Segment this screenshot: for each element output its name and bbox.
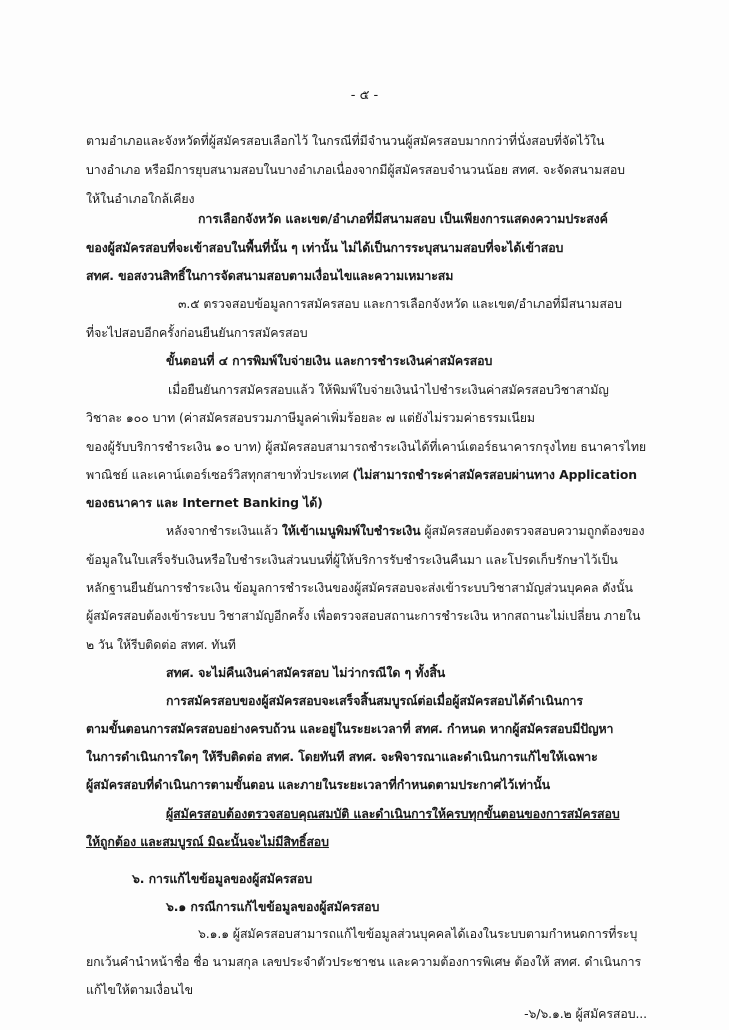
warning-line: ให้ถูกต้อง และสมบูรณ์ มิฉะนั้นจะไม่มีสิทธิ์สอบ xyxy=(86,834,329,849)
bold-span: (ไม่สามารถชำระค่าสมัครสอบผ่านทาง Application xyxy=(352,467,638,482)
paragraph-line: ยกเว้นคำนำหน้าชื่อ ชื่อ นามสกุล เลขประจำตัวประชาชน และความต้องการพิเศษ ต้องให้ สทศ. ดำเนินการ xyxy=(86,954,642,969)
paragraph-line: ๓.๕ ตรวจสอบข้อมูลการสมัครสอบ และการเลือกจังหวัด และเขต/อำเภอที่มีสนามสอบ xyxy=(178,296,622,311)
paragraph-line: ๒ วัน ให้รีบติดต่อ สทศ. ทันที xyxy=(86,637,236,652)
section-heading: ๖. การแก้ไขข้อมูลของผู้สมัครสอบ xyxy=(132,871,313,886)
text-span: หลังจากชำระเงินแล้ว xyxy=(166,523,282,538)
paragraph-line xyxy=(166,522,644,540)
paragraph-line xyxy=(86,466,637,484)
notice-line: ของผู้สมัครสอบที่จะเข้าสอบในพื้นที่นั้น ๆ เท่านั้น ไม่ได้เป็นการระบุสนามสอบที่จะได้เข้าสอบ xyxy=(86,240,564,255)
paragraph-line: ข้อมูลในใบเสร็จรับเงินหรือใบชำระเงินส่วนบนที่ผู้ให้บริการรับชำระเงินคืนมา และโปรดเก็บรักษาไว้เป็น xyxy=(86,552,618,567)
text-span: พาณิชย์ และเคาน์เตอร์เซอร์วิสทุกสาขาทั่วประเทศ xyxy=(86,467,353,482)
paragraph-line: ให้ในอำเภอใกล้เคียง xyxy=(86,191,195,206)
subsection-heading: ๖.๑ กรณีการแก้ไขข้อมูลของผู้สมัครสอบ xyxy=(166,899,380,914)
paragraph-line: เมื่อยืนยันการสมัครสอบแล้ว ให้พิมพ์ใบจ่ายเงินนำไปชำระเงินค่าสมัครสอบวิชาสามัญ xyxy=(168,382,609,397)
paragraph-line: บางอำเภอ หรือมีการยุบสนามสอบในบางอำเภอเนื่องจากมีผู้สมัครสอบจำนวนน้อย สทศ. จะจัดสนามสอบ xyxy=(86,162,625,177)
notice-line: ตามขั้นตอนการสมัครสอบอย่างครบถ้วน และอยู่ในระยะเวลาที่ สทศ. กำหนด หากผู้สมัครสอบมีปัญหา xyxy=(86,721,614,736)
paragraph-line: ของผู้รับบริการชำระเงิน ๑๐ บาท) ผู้สมัครสอบสามารถชำระเงินได้ที่เคาน์เตอร์ธนาคารกรุงไทย ธนาคารไทย xyxy=(86,439,647,454)
step-heading: ขั้นตอนที่ ๔ การพิมพ์ใบจ่ายเงิน และการชำระเงินค่าสมัครสอบ xyxy=(166,353,493,368)
notice-line: การสมัครสอบของผู้สมัครสอบจะเสร็จสิ้นสมบูรณ์ต่อเมื่อผู้สมัครสอบได้ดำเนินการ xyxy=(166,693,583,708)
paragraph-line: ผู้สมัครสอบต้องเข้าระบบ วิชาสามัญอีกครั้ง เพื่อตรวจสอบสถานะการชำระเงิน หากสถานะไม่เปลี่ยน ภายใน xyxy=(86,608,641,623)
page-number: - ๕ - xyxy=(350,88,379,103)
notice-line: การเลือกจังหวัด และเขต/อำเภอที่มีสนามสอบ เป็นเพียงการแสดงความประสงค์ xyxy=(198,211,608,226)
paragraph-line: ๖.๑.๑ ผู้สมัครสอบสามารถแก้ไขข้อมูลส่วนบุคคลได้เองในระบบตามกำหนดการที่ระบุ xyxy=(198,926,638,941)
text-span: ผู้สมัครสอบต้องตรวจสอบความถูกต้องของ xyxy=(420,523,645,538)
warning-line: ผู้สมัครสอบต้องตรวจสอบคุณสมบัติ และดำเนินการให้ครบทุกขั้นตอนของการสมัครสอบ xyxy=(166,806,620,821)
paragraph-line: หลักฐานยืนยันการชำระเงิน ข้อมูลการชำระเงินของผู้สมัครสอบจะส่งเข้าระบบวิชาสามัญส่วนบุคคล ดังนั้น xyxy=(86,580,633,595)
paragraph-line: แก้ไขให้ตามเงื่อนไข xyxy=(86,982,193,997)
paragraph-line: ที่จะไปสอบอีกครั้งก่อนยืนยันการสมัครสอบ xyxy=(86,325,308,340)
bold-span: ให้เข้าเมนูพิมพ์ใบชำระเงิน xyxy=(281,523,421,538)
paragraph-line: ของธนาคาร และ Internet Banking ได้) xyxy=(86,495,323,510)
notice-line: สทศ. จะไม่คืนเงินค่าสมัครสอบ ไม่ว่ากรณีใด ๆ ทั้งสิ้น xyxy=(166,665,446,680)
notice-line: ในการดำเนินการใดๆ ให้รีบติดต่อ สทศ. โดยทันที สทศ. จะพิจารณาและดำเนินการแก้ไขให้เฉพาะ xyxy=(86,749,598,764)
paragraph-line: วิชาละ ๑๐๐ บาท (ค่าสมัครสอบรวมภาษีมูลค่าเพิ่มร้อยละ ๗ แต่ยังไม่รวมค่าธรรมเนียม xyxy=(86,410,535,425)
continuation-marker: -๖/๖.๑.๒ ผู้สมัครสอบ... xyxy=(524,1006,647,1021)
notice-line: สทศ. ขอสงวนสิทธิ์ในการจัดสนามสอบตามเงื่อนไขและความเหมาะสม xyxy=(86,268,454,283)
notice-line: ผู้สมัครสอบที่ดำเนินการตามขั้นตอน และภายในระยะเวลาที่กำหนดตามประกาศไว้เท่านั้น xyxy=(86,777,551,792)
paragraph-line: ตามอำเภอและจังหวัดที่ผู้สมัครสอบเลือกไว้ ในกรณีที่มีจำนวนผู้สมัครสอบมากกว่าที่นั่งสอบที่จัดไว้ใน xyxy=(86,133,605,148)
